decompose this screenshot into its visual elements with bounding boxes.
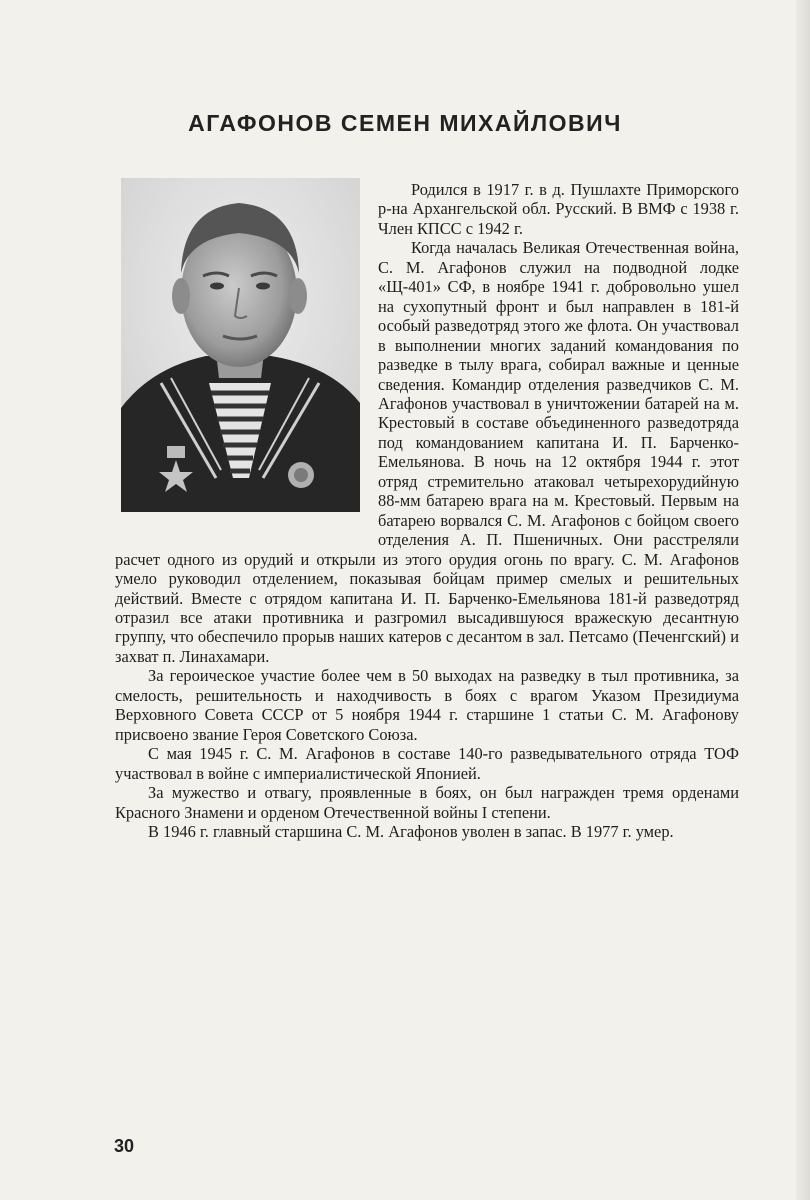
paragraph-war-service: Когда началась Великая Отечественная война, С. М. Агафонов служил на подводной лодке «Щ-401» СФ, в ноябре 1941 г. добровольно ушел на сухопутный фронт и был направлен в 181-й особый разведотряд этого же флота. Он участвовал в выполнении многих заданий командования по разведке в тылу врага, собирал важные и ценные сведения. Командир отделения разведчиков С. М. Агафонов участвовал в уничтожении батарей на м. Крестовый в составе объединенного разведотряда под командованием капитана И. П. Барченко-Емельянова. В ночь на 12 октября 1944 г. этот отряд стремительно атаковал четырехорудийную 88-мм батарею врага на м. Крестовый. Первым на батарею ворвался С. М. Агафонов с бойцом своего отделения А. П. Пшеничных. Они расстреляли расчет одного из орудий и открыли из этого орудия огонь по врагу. С. М. Агафонов умело руководил отделением, показывая бойцам пример смелых и решительных действий. Вместе с отрядом капитана И. П. Барченко-Емельянова 181-й разведотряд отразил все атаки противника и разгромил высадившуюся вражескую десантную группу, что обеспечило прорыв наших катеров с десантом в зал. Петсамо (Печенгский) и захват п. Линахамари. bbox=[115, 238, 739, 666]
paragraph-orders: За мужество и отвагу, проявленные в боях, он был награжден тремя орденами Красного Знамени и орденом Отечественной войны I степени. bbox=[115, 783, 739, 822]
page-number: 30 bbox=[114, 1136, 135, 1156]
paragraph-birth: Родился в 1917 г. в д. Пушлахте Приморского р-на Архангельской обл. Русский. В ВМФ с 1938 г. Член КПСС с 1942 г. bbox=[378, 180, 739, 238]
photo-float-spacer bbox=[115, 180, 378, 544]
page-edge bbox=[796, 0, 810, 1200]
paragraph-japan-war: С мая 1945 г. С. М. Агафонов в составе 140-го разведывательного отряда ТОФ участвовал в войне с империалистической Японией. bbox=[115, 744, 739, 783]
paragraph-retirement: В 1946 г. главный старшина С. М. Агафонов уволен в запас. В 1977 г. умер. bbox=[148, 821, 674, 841]
page-title: АГАФОНОВ СЕМЕН МИХАЙЛОВИЧ bbox=[188, 110, 622, 137]
paragraph-hero-award: За героическое участие более чем в 50 выходах на разведку в тыл противника, за смелость, решительность и находчивость в боях с врагом Указом Президиума Верховного Совета СССР от 5 ноября 1944 г. старшине 1 статьи С. М. Агафонову присвоено звание Героя Советского Союза. bbox=[115, 666, 739, 744]
biography-text bbox=[115, 180, 739, 841]
